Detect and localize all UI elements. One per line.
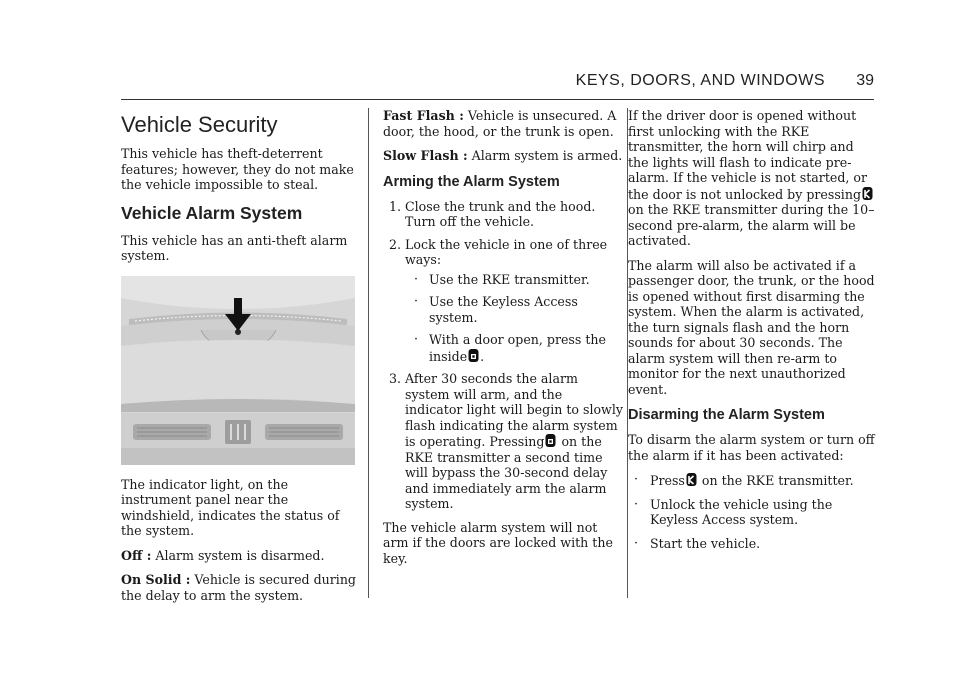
section-heading-disarming: Disarming the Alarm System (628, 407, 825, 423)
status-on-solid-label: On Solid : (121, 572, 191, 587)
bullet: · (634, 495, 639, 511)
unlock-icon (861, 186, 874, 202)
step-text: After 30 seconds the alarm system will arm, and the indicator light will begin to slowly flash indicating the alarm system is operating. Pressing (405, 371, 623, 449)
header-rule (121, 99, 874, 100)
arming-step-1 (383, 199, 623, 230)
step-text-end: on the RKE transmitter a second time will bypass the 30-second delay and immediately arm the alarm system. (405, 434, 608, 511)
list-item (628, 497, 878, 528)
status-off (121, 548, 357, 564)
list-item-text-end: . (480, 348, 485, 364)
bullet: · (414, 293, 419, 308)
status-off-text: Alarm system is disarmed. (151, 547, 325, 563)
lock-icon (544, 433, 557, 449)
list-item (628, 536, 878, 552)
status-slow-flash (383, 148, 623, 164)
arming-step-3 (383, 371, 623, 512)
lock-icon (467, 348, 480, 364)
paragraph-key-lock: The vehicle alarm system will not arm if the doors are locked with the key. (383, 519, 613, 566)
status-slow-flash-label: Slow Flash : (383, 148, 468, 163)
paragraph-anti-theft: This vehicle has an anti-theft alarm system. (121, 232, 348, 263)
list-item-text: Press (650, 473, 685, 488)
arming-steps (383, 199, 623, 512)
step-number: 2. (389, 236, 402, 252)
paragraph-driver-door (628, 108, 878, 249)
paragraph-theft-deterrent: This vehicle has theft-deterrent features; however, they do not make the vehicle impossible to steal. (121, 146, 354, 192)
step-text: Lock the vehicle in one of three ways: (405, 236, 608, 267)
step-number: 3. (389, 371, 402, 386)
paragraph-disarm-intro: To disarm the alarm system or turn off the alarm if it has been activated: (628, 432, 875, 463)
list-item (405, 272, 623, 288)
list-item (405, 332, 623, 364)
list-item-text: Use the Keyless Access system. (429, 294, 578, 325)
bullet: · (414, 270, 419, 286)
paragraph-driver-door-text-end: on the RKE transmitter during the 10–second pre-alarm, the alarm will be activated. (628, 202, 875, 248)
dashboard-indicator-illustration (121, 276, 355, 465)
list-item (628, 472, 878, 489)
list-item-text: With a door open, press the inside (429, 332, 606, 364)
column-3 (628, 108, 878, 559)
status-slow-flash-text: Alarm system is armed. (467, 148, 623, 163)
section-heading-arming: Arming the Alarm System (383, 173, 560, 190)
status-on-solid-text: Vehicle is secured during the delay to arm the system. (121, 572, 356, 603)
step-text: Close the trunk and the hood. Turn off the vehicle. (405, 198, 596, 229)
paragraph-passenger-door: The alarm will also be activated if a passenger door, the trunk, or the hood is opened without first disarming the system. When the alarm is activated, the turn signals flash and the horn sounds for about 30 seconds. The alarm system will then re-arm to monitor for the next unauthorized event. (628, 257, 875, 397)
bullet: · (634, 471, 639, 486)
page-number: 39 (856, 72, 874, 89)
status-fast-flash-text: Vehicle is unsecured. A door, the hood, or the trunk is open. (383, 108, 617, 139)
list-item-text: Start the vehicle. (650, 535, 761, 551)
running-header-title: KEYS, DOORS, AND WINDOWS (575, 72, 825, 89)
status-off-label: Off : (121, 547, 152, 563)
list-item (405, 294, 623, 325)
bullet: · (634, 534, 639, 550)
dashboard-illustration-svg (121, 276, 355, 465)
status-on-solid (121, 572, 357, 603)
step-number: 1. (389, 198, 402, 214)
list-item-text: Unlock the vehicle using the Keyless Access system. (650, 496, 833, 527)
status-fast-flash (383, 108, 623, 139)
status-fast-flash-label: Fast Flash : (383, 108, 464, 123)
arming-step-2 (383, 237, 623, 365)
column-2 (383, 108, 623, 575)
section-heading-vehicle-alarm-system: Vehicle Alarm System (121, 202, 303, 223)
list-item-text-end: on the RKE transmitter. (697, 473, 854, 488)
section-heading-vehicle-security: Vehicle Security (121, 112, 278, 137)
list-item-text: Use the RKE transmitter. (429, 271, 590, 287)
unlock-icon (685, 472, 698, 488)
paragraph-indicator-light: The indicator light, on the instrument panel near the windshield, indicates the status of the system. (121, 476, 340, 538)
paragraph-driver-door-text: If the driver door is opened without first unlocking with the RKE transmitter, the horn will chirp and the lights will flash to indicate pre-alarm. If the vehicle is not started, or the door is not unlocked by pressing (628, 108, 868, 202)
bullet: · (414, 331, 419, 346)
lock-methods-list (405, 272, 623, 365)
column-divider-1 (368, 108, 369, 598)
column-1 (121, 108, 357, 612)
